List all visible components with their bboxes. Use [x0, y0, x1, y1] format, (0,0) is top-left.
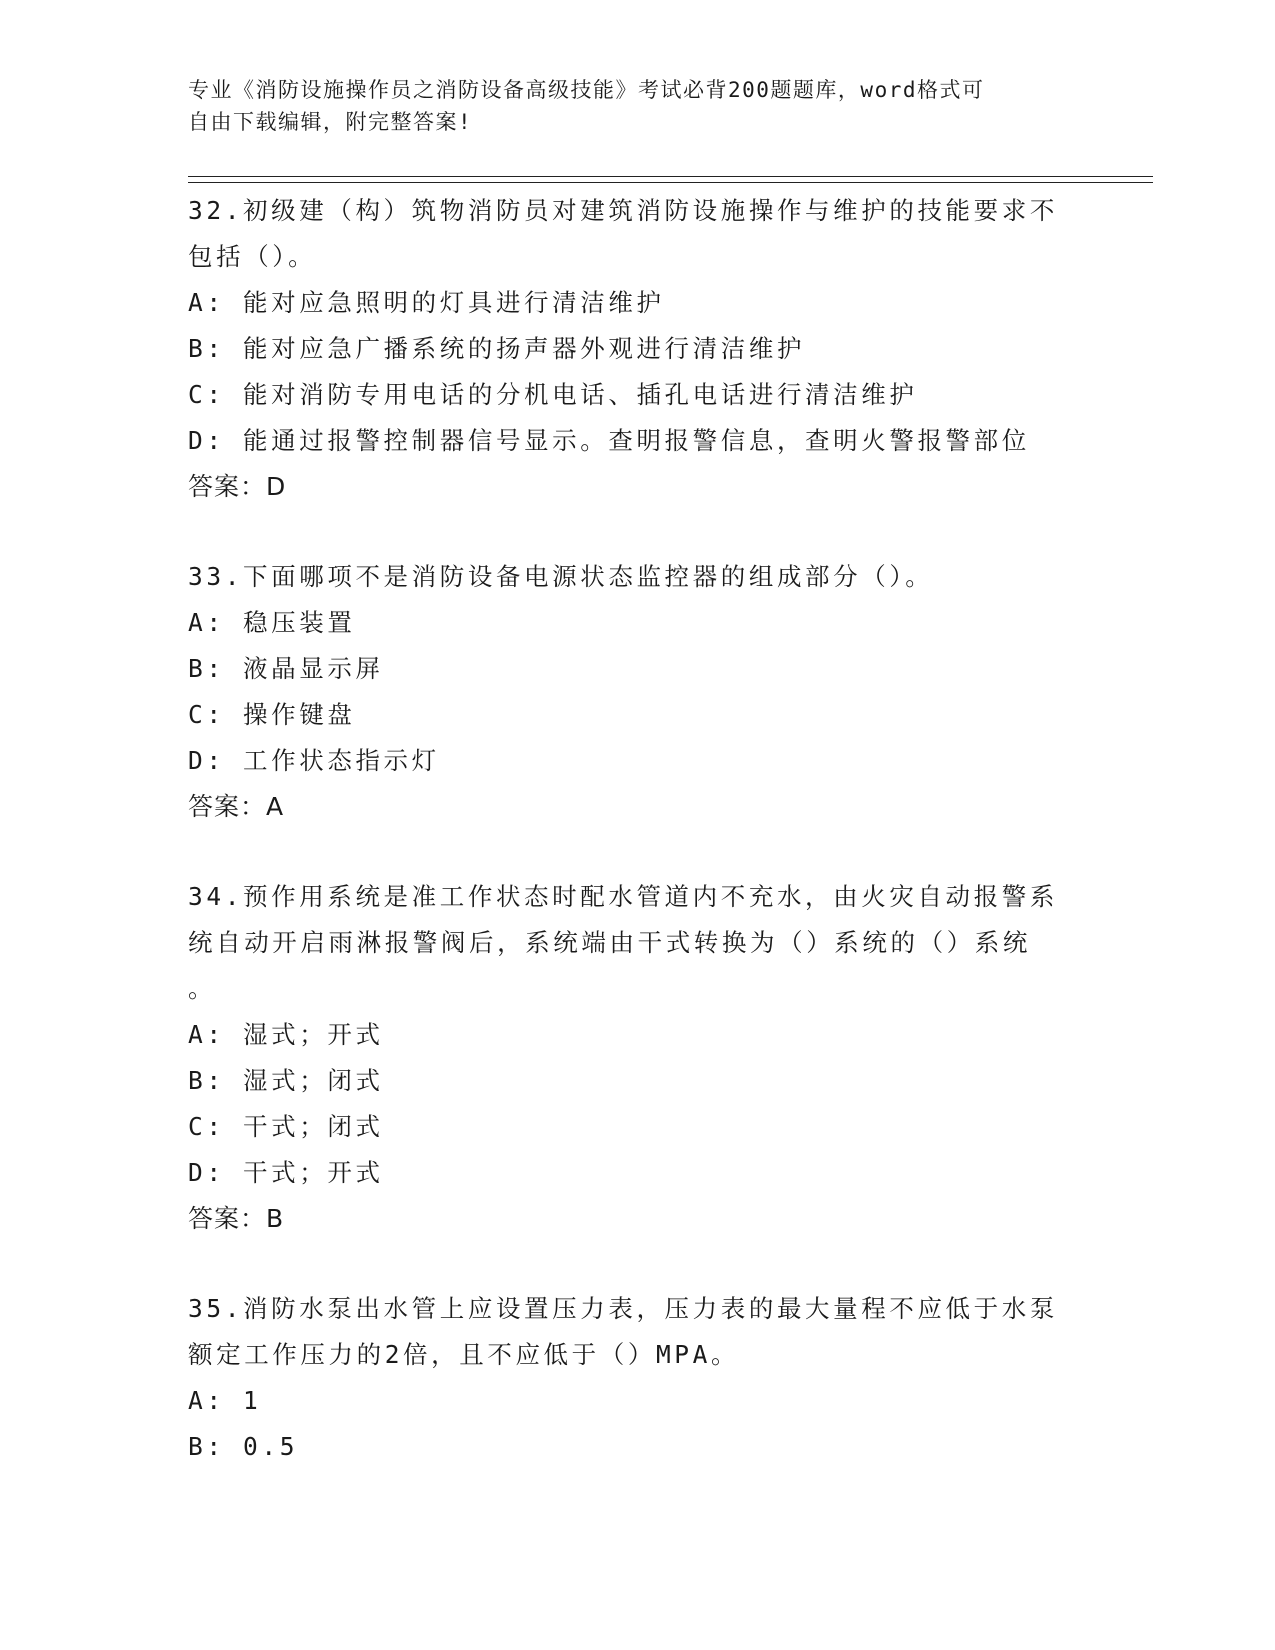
option-b: B: 湿式；闭式	[188, 1066, 384, 1095]
document-header	[188, 74, 1068, 138]
answer-line: 答案：D	[188, 472, 287, 501]
option-a: A: 1	[188, 1386, 262, 1415]
answer-line: 答案：A	[188, 792, 285, 821]
question-stem-line: 统自动开启雨淋报警阀后，系统端由干式转换为（）系统的（）系统	[188, 928, 1031, 957]
header-line-1: 专业《消防设施操作员之消防设备高级技能》考试必背200题题库，word格式可	[188, 78, 985, 102]
question-stem-line: 32.初级建（构）筑物消防员对建筑消防设施操作与维护的技能要求不	[188, 196, 1058, 225]
question-item	[188, 1286, 1088, 1470]
question-stem-line: 33.下面哪项不是消防设备电源状态监控器的组成部分（）。	[188, 562, 934, 591]
question-item	[188, 188, 1088, 510]
question-list	[188, 188, 1088, 1514]
option-c: C: 操作键盘	[188, 700, 356, 729]
option-a: A: 湿式；开式	[188, 1020, 384, 1049]
question-stem-line: 。	[188, 974, 217, 1003]
option-b: B: 能对应急广播系统的扬声器外观进行清洁维护	[188, 334, 806, 363]
header-divider-top	[188, 176, 1153, 177]
option-b: B: 液晶显示屏	[188, 654, 384, 683]
question-stem-line: 额定工作压力的2倍，且不应低于（）MPA。	[188, 1340, 740, 1369]
option-d: D: 工作状态指示灯	[188, 746, 440, 775]
answer-line: 答案：B	[188, 1204, 285, 1233]
option-d: D: 干式；开式	[188, 1158, 384, 1187]
header-divider-bottom	[188, 182, 1153, 183]
question-stem-line: 34.预作用系统是准工作状态时配水管道内不充水，由火灾自动报警系	[188, 882, 1058, 911]
question-stem-line: 35.消防水泵出水管上应设置压力表，压力表的最大量程不应低于水泵	[188, 1294, 1058, 1323]
option-a: A: 稳压装置	[188, 608, 356, 637]
option-d: D: 能通过报警控制器信号显示。查明报警信息，查明火警报警部位	[188, 426, 1030, 455]
option-a: A: 能对应急照明的灯具进行清洁维护	[188, 288, 665, 317]
question-stem-line: 包括（）。	[188, 242, 317, 271]
question-item	[188, 874, 1088, 1242]
option-b: B: 0.5	[188, 1432, 299, 1461]
header-line-2: 自由下载编辑，附完整答案!	[188, 110, 473, 134]
option-c: C: 干式；闭式	[188, 1112, 384, 1141]
question-item	[188, 554, 1088, 830]
option-c: C: 能对消防专用电话的分机电话、插孔电话进行清洁维护	[188, 380, 918, 409]
